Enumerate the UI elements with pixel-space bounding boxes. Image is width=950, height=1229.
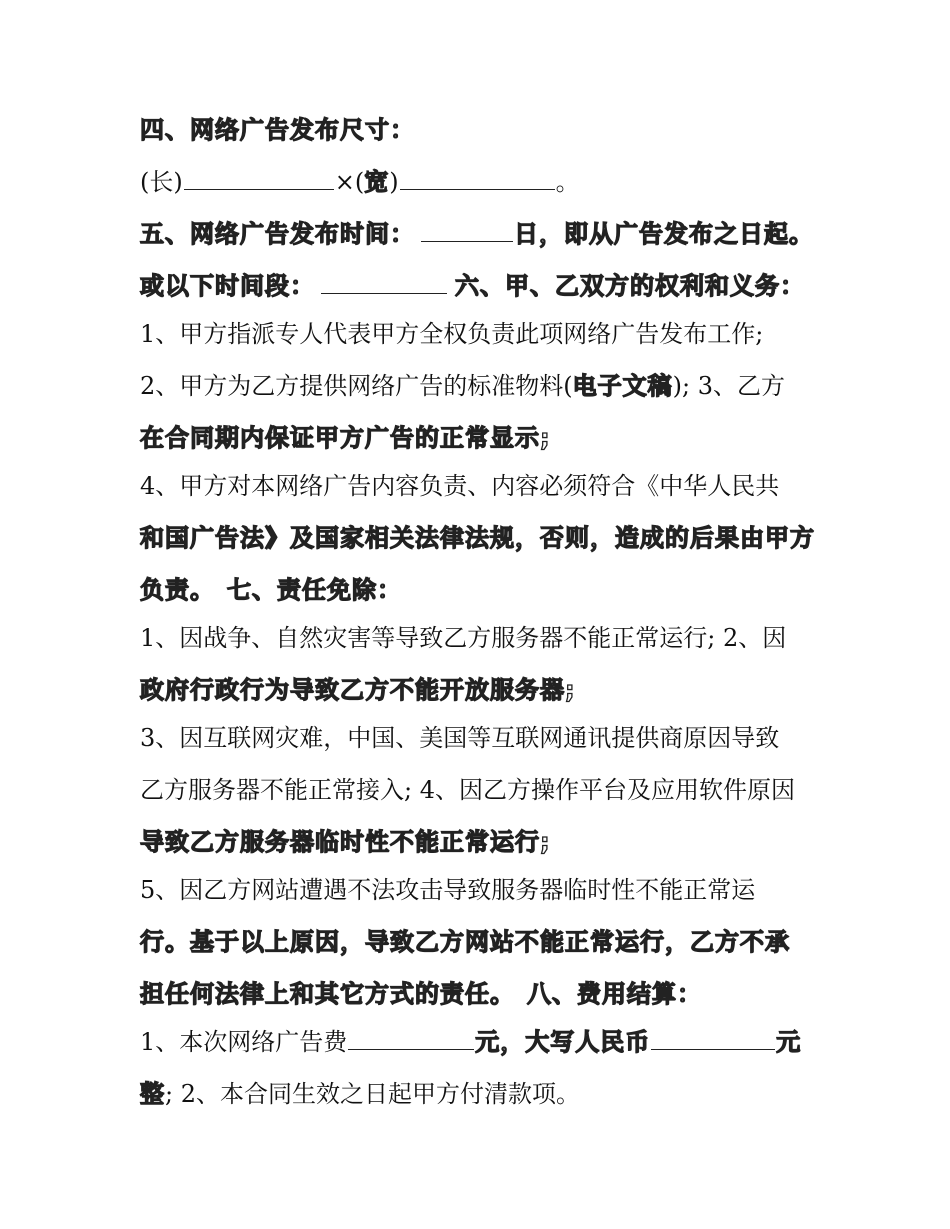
fee-1-c: 元 bbox=[776, 1028, 802, 1056]
right-2-b: 电子文稿 bbox=[572, 372, 673, 400]
period-line bbox=[140, 266, 805, 306]
fee-1-a: 1、本次网络广告费 bbox=[140, 1028, 348, 1056]
section-4-heading: 四、网络广告发布尺寸： bbox=[140, 116, 415, 144]
section-5-day-suffix: 日，即从广告发布之日起。 bbox=[514, 220, 814, 248]
days-blank bbox=[421, 217, 513, 242]
fee-2-line bbox=[140, 1074, 580, 1114]
right-3-line bbox=[140, 418, 551, 458]
right-1: 1、甲方指派专人代表甲方全权负责此项网络广告发布工作; bbox=[140, 320, 764, 348]
width-blank bbox=[400, 165, 555, 190]
fee-2-b: ; 2、本合同生效之日起甲方付清款项。 bbox=[165, 1080, 580, 1108]
exempt-4-line bbox=[140, 822, 551, 862]
exempt-5-a: 5、因乙方网站遭遇不法攻击导致服务器临时性不能正常运 bbox=[140, 876, 756, 904]
exempt-3-line-a bbox=[140, 718, 779, 758]
right-4-a: 4、甲方对本网络广告内容负责、内容必须符合《中华人民共 bbox=[140, 472, 780, 500]
size-length-label: (长) bbox=[140, 168, 183, 196]
right-2-a: 2、甲方为乙方提供网络广告的标准物料( bbox=[140, 372, 573, 400]
right-3: 在合同期内保证甲方广告的正常显示; bbox=[140, 424, 551, 452]
right-2-c: ); 3、乙方 bbox=[672, 372, 785, 400]
fee-1-b: 元，大写人民币 bbox=[475, 1028, 651, 1056]
section-7-heading: 七、责任免除： bbox=[227, 576, 402, 604]
exempt-4: 导致乙方服务器临时性不能正常运行; bbox=[140, 828, 551, 856]
right-2-line bbox=[140, 366, 785, 406]
size-width-close: ) bbox=[389, 168, 399, 196]
right-4-line-b bbox=[140, 518, 815, 558]
section-4-heading-line bbox=[140, 110, 415, 150]
right-4-line-a bbox=[140, 466, 779, 506]
exempt-5-b: 行。基于以上原因，导致乙方网站不能正常运行，乙方不承 bbox=[140, 928, 790, 956]
exempt-3-line-b bbox=[140, 770, 795, 810]
size-line bbox=[140, 162, 580, 202]
section-5-line bbox=[140, 214, 814, 254]
exempt-1-line bbox=[140, 618, 786, 658]
size-times: ×( bbox=[334, 168, 365, 196]
exempt-5-line-a bbox=[140, 870, 755, 910]
or-period-label: 或以下时间段： bbox=[140, 272, 315, 300]
exempt-5-line-c bbox=[140, 974, 702, 1014]
exempt-1: 1、因战争、自然灾害等导致乙方服务器不能正常运行; 2、因 bbox=[140, 624, 787, 652]
exempt-2-line bbox=[140, 670, 576, 710]
fee-1-line bbox=[140, 1022, 801, 1062]
right-1-line bbox=[140, 314, 763, 354]
right-4-b: 和国广告法》及国家相关法律法规，否则，造成的后果由甲方 bbox=[140, 524, 815, 552]
fee-uppercase-blank bbox=[651, 1025, 775, 1050]
exempt-3-a: 3、因互联网灾难，中国、美国等互联网通讯提供商原因导致 bbox=[140, 724, 780, 752]
period-blank bbox=[321, 269, 447, 294]
right-4-c: 负责。 bbox=[140, 576, 215, 604]
exempt-2: 政府行政行为导致乙方不能开放服务器; bbox=[140, 676, 576, 704]
fee-2-a: 整 bbox=[140, 1080, 165, 1108]
length-blank bbox=[184, 165, 334, 190]
exempt-5-c: 担任何法律上和其它方式的责任。 bbox=[140, 980, 515, 1008]
section-8-heading: 八、费用结算： bbox=[527, 980, 702, 1008]
size-end: 。 bbox=[555, 168, 580, 196]
section-5-heading: 五、网络广告发布时间： bbox=[140, 220, 415, 248]
size-width-label: 宽 bbox=[364, 168, 390, 196]
fee-amount-blank bbox=[348, 1025, 474, 1050]
exempt-5-line-b bbox=[140, 922, 790, 962]
exempt-3-b: 乙方服务器不能正常接入; 4、因乙方操作平台及应用软件原因 bbox=[140, 776, 795, 804]
section-6-heading: 六、甲、乙双方的权利和义务： bbox=[455, 272, 805, 300]
right-4-line-c bbox=[140, 570, 402, 610]
